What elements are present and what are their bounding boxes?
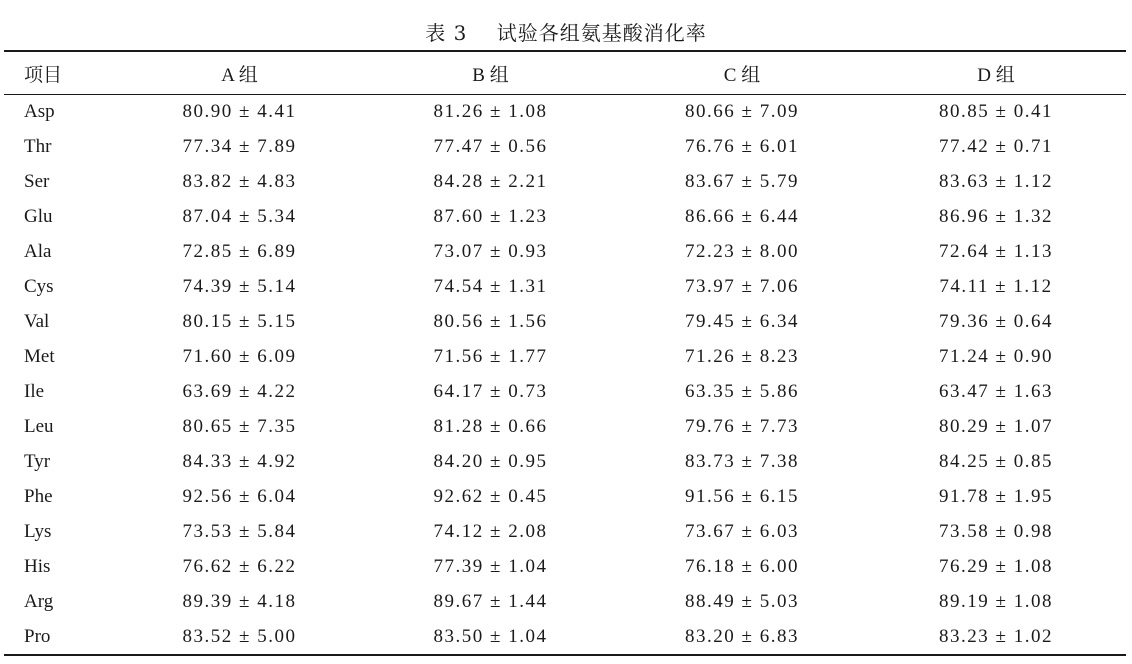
table-row	[4, 549, 1126, 584]
group-a-cell: 80.90 ± 4.41	[182, 100, 297, 122]
group-b-cell: 77.39 ± 1.04	[433, 555, 548, 577]
table-row	[4, 234, 1126, 269]
digestibility-table	[4, 52, 1126, 654]
group-b-cell: 74.12 ± 2.08	[433, 520, 548, 542]
amino-acid-cell: Asp	[24, 100, 55, 122]
table-row	[4, 269, 1126, 304]
group-a-cell: 89.39 ± 4.18	[182, 590, 297, 612]
group-b-cell: 92.62 ± 0.45	[433, 485, 548, 507]
group-d-cell: 91.78 ± 1.95	[939, 485, 1053, 507]
group-d-cell: 84.25 ± 0.85	[939, 450, 1053, 472]
group-b-cell: 80.56 ± 1.56	[433, 310, 548, 332]
group-d-cell: 71.24 ± 0.90	[939, 345, 1053, 367]
group-b-cell: 84.20 ± 0.95	[433, 450, 548, 472]
group-c-cell: 63.35 ± 5.86	[685, 380, 799, 402]
header-group-a: A 组	[221, 64, 258, 86]
header-item: 项目	[24, 64, 63, 86]
group-b-cell: 81.28 ± 0.66	[433, 415, 548, 437]
group-b-cell: 74.54 ± 1.31	[433, 275, 548, 297]
group-d-cell: 80.85 ± 0.41	[939, 100, 1053, 122]
group-a-cell: 77.34 ± 7.89	[182, 135, 297, 157]
group-c-cell: 72.23 ± 8.00	[685, 240, 799, 262]
table-row	[4, 304, 1126, 339]
table-row	[4, 479, 1126, 514]
group-c-cell: 86.66 ± 6.44	[685, 205, 799, 227]
group-c-cell: 73.67 ± 6.03	[685, 520, 799, 542]
group-d-cell: 63.47 ± 1.63	[939, 380, 1053, 402]
amino-acid-cell: Val	[24, 310, 50, 332]
group-b-cell: 73.07 ± 0.93	[433, 240, 548, 262]
amino-acid-cell: Tyr	[24, 450, 51, 472]
group-c-cell: 83.20 ± 6.83	[685, 625, 799, 647]
group-a-cell: 80.15 ± 5.15	[182, 310, 297, 332]
group-b-cell: 87.60 ± 1.23	[433, 205, 548, 227]
group-b-cell: 81.26 ± 1.08	[433, 100, 548, 122]
group-c-cell: 91.56 ± 6.15	[685, 485, 799, 507]
group-a-cell: 83.52 ± 5.00	[182, 625, 297, 647]
table-row	[4, 164, 1126, 199]
group-d-cell: 74.11 ± 1.12	[939, 275, 1053, 297]
group-a-cell: 72.85 ± 6.89	[182, 240, 297, 262]
group-c-cell: 83.67 ± 5.79	[685, 170, 799, 192]
group-b-cell: 71.56 ± 1.77	[433, 345, 548, 367]
group-a-cell: 71.60 ± 6.09	[182, 345, 297, 367]
group-d-cell: 83.63 ± 1.12	[939, 170, 1053, 192]
amino-acid-cell: Leu	[24, 415, 54, 437]
group-d-cell: 79.36 ± 0.64	[939, 310, 1053, 332]
header-group-b: B 组	[472, 64, 509, 86]
amino-acid-cell: Ile	[24, 380, 45, 402]
table-row	[4, 409, 1126, 444]
header-group-c: C 组	[723, 64, 761, 86]
group-a-cell: 87.04 ± 5.34	[182, 205, 297, 227]
group-b-cell: 77.47 ± 0.56	[433, 135, 548, 157]
group-d-cell: 86.96 ± 1.32	[939, 205, 1053, 227]
amino-acid-cell: His	[24, 555, 51, 577]
group-b-cell: 84.28 ± 2.21	[433, 170, 548, 192]
amino-acid-cell: Ser	[24, 170, 50, 192]
table-body	[4, 94, 1126, 654]
table-row	[4, 94, 1126, 129]
amino-acid-cell: Ala	[24, 240, 52, 262]
table-row	[4, 339, 1126, 374]
amino-acid-cell: Thr	[24, 135, 52, 157]
group-c-cell: 76.76 ± 6.01	[685, 135, 799, 157]
group-a-cell: 92.56 ± 6.04	[182, 485, 297, 507]
group-c-cell: 79.45 ± 6.34	[685, 310, 799, 332]
table-row	[4, 444, 1126, 479]
group-a-cell: 73.53 ± 5.84	[182, 520, 297, 542]
group-a-cell: 83.82 ± 4.83	[182, 170, 297, 192]
group-c-cell: 71.26 ± 8.23	[685, 345, 799, 367]
group-b-cell: 89.67 ± 1.44	[433, 590, 548, 612]
group-d-cell: 73.58 ± 0.98	[939, 520, 1053, 542]
group-a-cell: 63.69 ± 4.22	[182, 380, 297, 402]
amino-acid-cell: Pro	[24, 625, 51, 647]
group-a-cell: 80.65 ± 7.35	[182, 415, 297, 437]
group-a-cell: 74.39 ± 5.14	[182, 275, 297, 297]
table-row	[4, 129, 1126, 164]
table-bottom-rule	[4, 654, 1126, 656]
group-d-cell: 72.64 ± 1.13	[939, 240, 1053, 262]
group-c-cell: 80.66 ± 7.09	[685, 100, 799, 122]
amino-acid-cell: Met	[24, 345, 55, 367]
table-title: 表 3 试验各组氨基酸消化率	[425, 21, 707, 45]
amino-acid-cell: Glu	[24, 205, 53, 227]
amino-acid-cell: Arg	[24, 590, 54, 612]
group-c-cell: 73.97 ± 7.06	[685, 275, 799, 297]
group-c-cell: 83.73 ± 7.38	[685, 450, 799, 472]
group-c-cell: 79.76 ± 7.73	[685, 415, 799, 437]
group-d-cell: 76.29 ± 1.08	[939, 555, 1053, 577]
amino-acid-cell: Cys	[24, 275, 54, 297]
group-a-cell: 76.62 ± 6.22	[182, 555, 297, 577]
group-d-cell: 80.29 ± 1.07	[939, 415, 1053, 437]
table-header-row	[4, 52, 1126, 94]
group-a-cell: 84.33 ± 4.92	[182, 450, 297, 472]
group-c-cell: 88.49 ± 5.03	[685, 590, 799, 612]
group-d-cell: 89.19 ± 1.08	[939, 590, 1053, 612]
amino-acid-cell: Lys	[24, 520, 52, 542]
amino-acid-cell: Phe	[24, 485, 53, 507]
group-c-cell: 76.18 ± 6.00	[685, 555, 799, 577]
group-b-cell: 83.50 ± 1.04	[433, 625, 548, 647]
table-row	[4, 584, 1126, 619]
table-row	[4, 619, 1126, 654]
table-row	[4, 374, 1126, 409]
group-d-cell: 83.23 ± 1.02	[939, 625, 1053, 647]
table-row	[4, 514, 1126, 549]
group-d-cell: 77.42 ± 0.71	[939, 135, 1053, 157]
group-b-cell: 64.17 ± 0.73	[433, 380, 548, 402]
table-row	[4, 199, 1126, 234]
header-group-d: D 组	[977, 64, 1015, 86]
